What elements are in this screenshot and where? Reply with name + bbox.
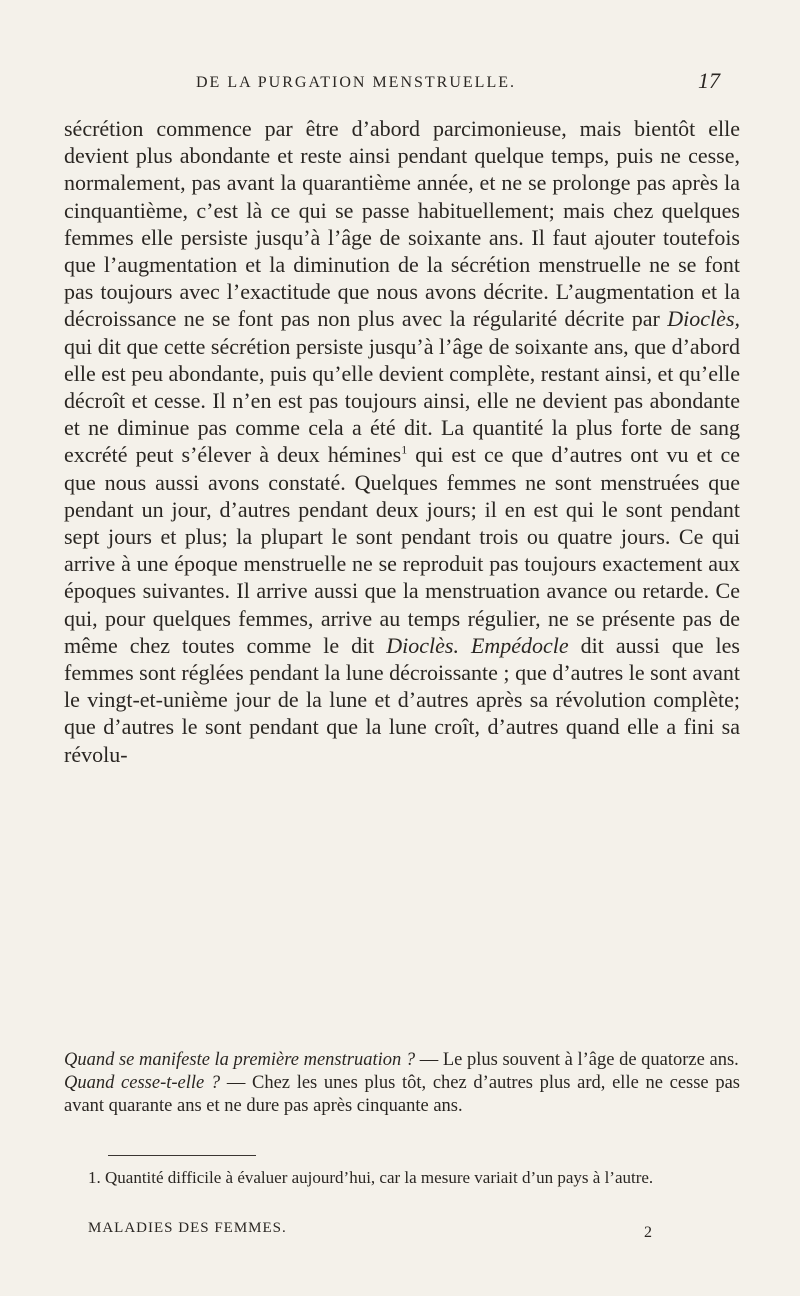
text-segment: qui est ce que d’autres ont vu et ce que nous aussi avons constaté. Quelques femmes ne sont menstruées que pendant un jour, d’autres pendant deux jours; il en est qui le sont pendant sept jours et plus; la plupart le sont pendant trois ou quatre jours. Ce qui arrive à une époque menstruelle ne se reproduit pas toujours exactement aux époques suivantes. Il arrive aussi que la menstruation avance ou retarde. Ce qui, pour quelques femmes, arrive au temps régulier, ne se présente pas de même chez toutes comme le dit bbox=[64, 442, 741, 658]
printer-signature: MALADIES DES FEMMES. bbox=[88, 1220, 287, 1236]
footnote-text bbox=[64, 1167, 740, 1189]
question: Quand se manifeste la première menstruation ? bbox=[64, 1050, 416, 1070]
author-name: Dioclès. Empédocle bbox=[386, 632, 569, 658]
question: Quand cesse-t-elle ? bbox=[64, 1073, 221, 1094]
footnote-number: 1. bbox=[88, 1168, 101, 1187]
paragraph bbox=[64, 115, 740, 768]
footnote-body: Quantité difficile à évaluer aujourd’hui, car la mesure variait d’un pays à l’autre. bbox=[100, 1168, 654, 1187]
footnote-reference: 1 bbox=[401, 443, 408, 458]
qa-item bbox=[64, 1049, 740, 1071]
main-text bbox=[64, 115, 740, 768]
text-segment: sécrétion commence par être d’abord parcimonieuse, mais bientôt elle devient plus abondante et reste ainsi pendant quelque temps, puis ne cesse, normalement, pas avant la quarantième année, et ne se prolonge pas après la cinquantième, c’est là ce qui se passe habituellement; mais chez quelques femmes elle persiste jusqu’à l’âge de soixante ans. Il faut ajouter toutefois que l’augmentation et la diminution de la sécrétion menstruelle ne se font pas toujours avec l’exactitude que nous avons décrite. L’augmentation et la décroissance ne se font pas non plus avec la régularité décrite par bbox=[64, 116, 740, 332]
answer: — Chez les unes plus tôt, chez d’autres plus ard, elle ne cesse pas avant quarante ans et ne dure pas après cinquante ans. bbox=[64, 1073, 740, 1116]
footnote-divider bbox=[108, 1155, 256, 1156]
text-segment: qui dit que cette sécrétion persiste jusqu’à l’âge de soixante ans, que d’abord elle est peu abondante, puis qu’elle devient complète, restant ainsi, et qu’elle décroît et cesse. Il n’en est pas toujours ainsi, elle ne devient pas abondante et ne diminue pas comme cela a été dit. La quantité la plus forte de sang excrété peut s’élever à deux hémines bbox=[64, 333, 740, 468]
author-name: Dioclès, bbox=[667, 306, 740, 332]
footnote bbox=[64, 1167, 740, 1189]
answer: — Le plus souvent à l’âge de quatorze ans. bbox=[415, 1050, 739, 1070]
running-title: DE LA PURGATION MENSTRUELLE. bbox=[196, 74, 516, 91]
question-answer-block bbox=[64, 1049, 740, 1117]
text-segment: dit aussi que les femmes sont réglées pendant la lune décroissante ; que d’autres le sont avant le vingt-et-unième jour de la lune et d’autres après sa révolution complète; que d’autres le sont pendant que la lune croît, d’autres quand elle a fini sa révolu- bbox=[64, 632, 740, 767]
qa-item bbox=[64, 1072, 740, 1117]
signature-number: 2 bbox=[644, 1224, 652, 1241]
page-number: 17 bbox=[698, 68, 720, 93]
